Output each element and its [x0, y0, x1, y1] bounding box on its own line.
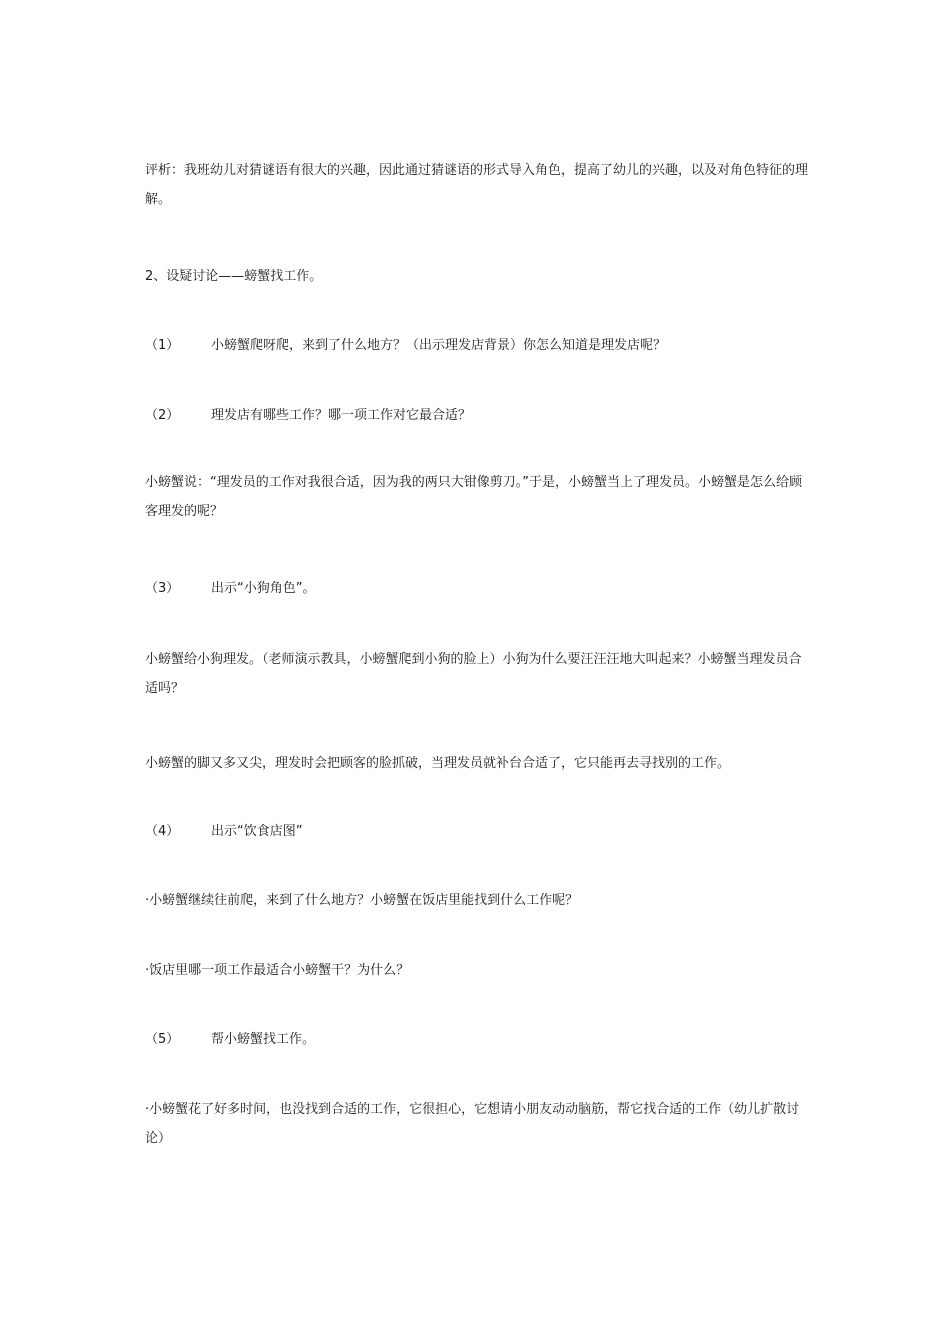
- item-number: （3）: [145, 581, 180, 596]
- item-text: 小螃蟹爬呀爬，来到了什么地方？（出示理发店背景）你怎么知道是理发店呢？: [211, 338, 667, 353]
- bullet-item: ·小螃蟹继续往前爬，来到了什么地方？小螃蟹在饭店里能找到什么工作呢？: [145, 893, 579, 908]
- bullet-item: ·小螃蟹花了好多时间，也没找到合适的工作，它很担心，它想请小朋友动动脑筋，帮它找合适的工作（幼儿扩散讨论）: [145, 1102, 800, 1146]
- question-item: [145, 817, 813, 846]
- item-number: （4）: [145, 824, 180, 839]
- question-item: [145, 1025, 813, 1054]
- item-number: （1）: [145, 338, 180, 353]
- bullet-item: ·饭店里哪一项工作最适合小螃蟹干？为什么？: [145, 963, 410, 978]
- item-number: （5）: [145, 1032, 180, 1047]
- item-text: 出示“饮食店图”: [211, 824, 303, 839]
- item-number: （2）: [145, 408, 180, 423]
- item-text: 出示“小狗角色”。: [211, 581, 316, 596]
- body-paragraph: 小螃蟹说：“理发员的工作对我很合适，因为我的两只大钳像剪刀。”于是，小螃蟹当上了理发员。小螃蟹是怎么给顾客理发的呢？: [145, 475, 802, 519]
- question-item: [145, 401, 813, 430]
- question-item: [145, 574, 813, 603]
- section-heading: 2、设疑讨论——螃蟹找工作。: [145, 269, 323, 284]
- body-paragraph: 小螃蟹给小狗理发。（老师演示教具，小螃蟹爬到小狗的脸上）小狗为什么要汪汪汪地大叫起来？小螃蟹当理发员合适吗？: [145, 652, 802, 696]
- item-text: 帮小螃蟹找工作。: [211, 1032, 316, 1047]
- body-paragraph: 小螃蟹的脚又多又尖，理发时会把顾客的脸抓破，当理发员就补台合适了，它只能再去寻找别的工作。: [145, 756, 731, 771]
- item-text: 理发店有哪些工作？哪一项工作对它最合适？: [211, 408, 472, 423]
- comment-paragraph: 评析：我班幼儿对猜谜语有很大的兴趣，因此通过猜谜语的形式导入角色，提高了幼儿的兴趣，以及对角色特征的理解。: [145, 163, 809, 207]
- question-item: [145, 331, 813, 360]
